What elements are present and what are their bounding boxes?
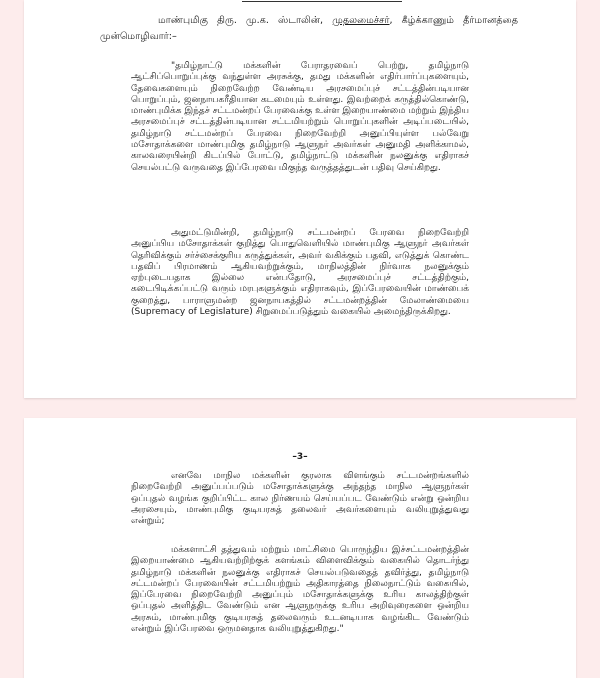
paragraph-text: அதுமட்டுமின்றி, தமிழ்நாடு சட்டமன்றப் பேரவை நிறைவேற்றி அனுப்பிய மசோதாக்கள் குறித்து பொதுவெளியில் மாண்புமிகு ஆளுநர் அவர்கள் தெரிவிக்கும் சர்ச்சைக்குரிய கருத்துக்கள், அவர் வகிக்கும் பதவி, எடுத்துக் கொண்ட பதவிப் பிரமாணம் ஆகியவற்றுக்கும், மாநிலத்தின் நிர்வாக நலனுக்கும் ஏற்புடையதாக இல்லை என்பதோடு, அரசமைப்புச் சட்டத்திற்கும், கடைபிடிக்கப்பட்டு வரும் மரபுகளுக்கும் எதிராகவும், இப்பேரவையின் மாண்பைக் குறைத்து, பாராளுமன்ற ஜனநாயகத்தில் சட்டமன்றத்தின் மேலாண்மையை (Supremacy of Legislature) சிறுமைப்படுத்தும் வகையில் அமைந்திருக்கிறது. — [131, 228, 469, 318]
document-page-2 — [24, 418, 576, 678]
resolution-paragraph-1 — [131, 61, 469, 174]
intro-underlined-title: முதலமைச்சர் — [332, 15, 390, 26]
intro-paragraph — [100, 13, 518, 45]
resolution-paragraph-3 — [131, 471, 469, 527]
page-number: –3– — [292, 452, 308, 462]
intro-before: மாண்புமிகு திரு. மு.க. ஸ்டாலின், — [158, 15, 333, 26]
document-page-1 — [24, 0, 576, 398]
resolution-paragraph-4 — [131, 545, 469, 635]
paragraph-text: "தமிழ்நாட்டு மக்களின் பேராதரவைப் பெற்று, தமிழ்நாடு ஆட்சிப்பொறுப்புக்கு வந்துள்ள அரசுக்கு, தமது மக்களின் எதிர்பார்ப்புகளையும், தேவைகளையும் நிறைவேற்ற வேண்டிய அரசமைப்புச் சட்டத்தின்படியான பொறுப்பும், ஜனநாயகரீதியான கடமையும் உள்ளது. இவற்றைக் கருத்தில்கொண்டு, மாண்புமிக்க இந்தச் சட்டமன்றப் பேரவைக்கு உள்ள இறையாண்மை மற்றும் இந்திய அரசமைப்புச் சட்டத்தின்படியான சட்டமியற்றும் பொறுப்புகளின் அடிப்படையில், தமிழ்நாடு சட்டமன்றப் பேரவை நிறைவேற்றி அனுப்பியுள்ள பல்வேறு மசோதாக்களை மாண்புமிகு தமிழ்நாடு ஆளுநர் அவர்கள் அனுமதி அளிக்காமல், காலவரையின்றி கிடப்பில் போட்டு, தமிழ்நாட்டு மக்களின் நலனுக்கு எதிராகச் செயல்பட்டு வருவதை இப்பேரவை மிகுந்த வருத்தத்துடன் பதிவு செய்கிறது. — [131, 61, 469, 173]
intro-after: , கீழ்க்காணும் தீர்மானத்தை முன்மொழிவார்:– — [100, 15, 518, 42]
paragraph-text: மக்களாட்சி தத்துவம் மற்றும் மாட்சிமை பொருந்திய இச்சட்டமன்றத்தின் இறையாண்மை ஆகியவற்றிற்குக் களங்கம் விளைவிக்கும் வகையில் தொடர்ந்து தமிழ்நாடு மக்களின் நலனுக்கு எதிராகச் செயல்படுவதைத் தவிர்த்து, தமிழ்நாடு சட்டமன்றப் பேரவையின் சட்டமியற்றும் அதிகாரத்தை நிலைநாட்டும் வகையில், இப்பேரவை நிறைவேற்றி அனுப்பும் மசோதாக்களுக்கு உரிய காலத்திற்குள் ஒப்புதல் அளித்திட வேண்டும் என ஆளுநருக்கு உரிய அறிவுரைகளை ஒன்றிய அரசும், மாண்புமிகு குடியரசுத் தலைவரும் உடனடியாக வழங்கிட வேண்டும் என்றும் இப்பேரவை ஒருமனதாக வலியுறுத்துகிறது." — [131, 545, 469, 635]
paragraph-text: எனவே மாநில மக்களின் குரலாக விளங்கும் சட்டமன்றங்களில் நிறைவேற்றி அனுப்பப்படும் மசோதாக்களுக்கு அந்தந்த மாநில ஆளுநர்கள் ஒப்புதல் வழங்க குறிப்பிட்ட கால நிர்ணயம் செய்யப்பட வேண்டும் என்று ஒன்றிய அரசையும், மாண்புமிகு குடியரசுத் தலைவர் அவர்களையும் வலியுறுத்துவது என்றும்; — [131, 471, 469, 527]
heading-underline — [242, 0, 402, 2]
resolution-paragraph-2 — [131, 228, 469, 318]
